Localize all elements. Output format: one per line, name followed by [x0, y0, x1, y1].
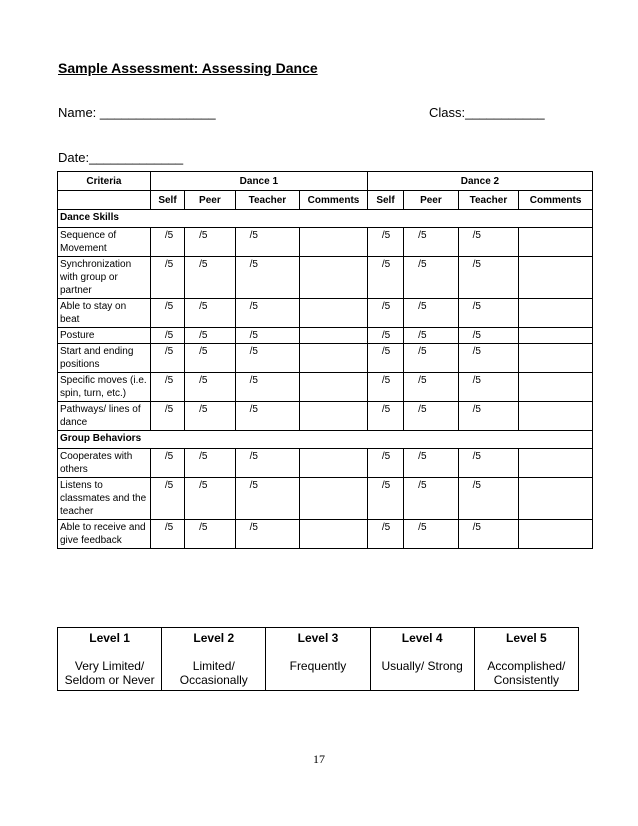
level-name: Level 5	[506, 631, 547, 645]
comments-cell[interactable]	[300, 328, 368, 344]
comments-cell[interactable]	[300, 373, 368, 402]
table-row	[58, 402, 593, 431]
level-cell	[266, 628, 370, 691]
score-cell[interactable]: /5	[235, 299, 300, 328]
table-subheader-row	[58, 191, 593, 210]
score-cell[interactable]: /5	[367, 257, 403, 299]
score-cell[interactable]: /5	[458, 402, 519, 431]
table-row	[58, 478, 593, 520]
dance2-header: Dance 2	[367, 172, 592, 191]
score-cell[interactable]: /5	[150, 257, 184, 299]
score-cell[interactable]: /5	[235, 257, 300, 299]
level-name: Level 3	[297, 631, 339, 645]
table-row	[58, 299, 593, 328]
level-cell	[474, 628, 578, 691]
table-row	[58, 228, 593, 257]
level-desc: Usually/ Strong	[381, 659, 463, 673]
level-desc: Frequently	[289, 659, 347, 673]
score-cell[interactable]: /5	[185, 257, 235, 299]
level-cell	[58, 628, 162, 691]
comments-cell[interactable]	[519, 478, 593, 520]
score-cell[interactable]: /5	[185, 449, 235, 478]
level-desc: Accomplished/ Consistently	[487, 659, 566, 687]
table-row	[58, 373, 593, 402]
comments-cell[interactable]	[519, 344, 593, 373]
section-row	[58, 431, 593, 449]
comments-cell[interactable]	[519, 373, 593, 402]
score-cell[interactable]: /5	[185, 228, 235, 257]
score-cell[interactable]: /5	[404, 328, 458, 344]
page-number: 17	[313, 752, 325, 766]
level-name: Level 1	[89, 631, 130, 645]
score-cell[interactable]: /5	[235, 449, 300, 478]
criterion-cell: Sequence of Movement	[58, 228, 151, 257]
score-cell[interactable]: /5	[458, 449, 519, 478]
score-cell[interactable]: /5	[150, 299, 184, 328]
level-cell	[370, 628, 474, 691]
score-cell[interactable]: /5	[404, 478, 458, 520]
class-field: Class:___________	[429, 105, 545, 120]
table-row	[58, 257, 593, 299]
subheader: Peer	[404, 191, 458, 210]
comments-cell[interactable]	[519, 257, 593, 299]
score-cell[interactable]: /5	[367, 344, 403, 373]
levels-table	[57, 627, 579, 691]
subheader: Teacher	[235, 191, 300, 210]
comments-cell[interactable]	[519, 520, 593, 549]
page-title: Sample Assessment: Assessing Dance	[58, 60, 318, 76]
comments-cell[interactable]	[300, 402, 368, 431]
score-cell[interactable]: /5	[150, 520, 184, 549]
score-cell[interactable]: /5	[404, 449, 458, 478]
level-name: Level 2	[193, 631, 235, 645]
score-cell[interactable]: /5	[367, 373, 403, 402]
section-row	[58, 210, 593, 228]
score-cell[interactable]: /5	[458, 257, 519, 299]
score-cell[interactable]: /5	[458, 228, 519, 257]
level-name: Level 4	[401, 631, 443, 645]
subheader: Comments	[300, 191, 368, 210]
comments-cell[interactable]	[519, 449, 593, 478]
score-cell[interactable]: /5	[150, 228, 184, 257]
score-cell[interactable]: /5	[458, 373, 519, 402]
criterion-cell: Pathways/ lines of dance	[58, 402, 151, 431]
score-cell[interactable]: /5	[404, 257, 458, 299]
table-row	[58, 520, 593, 549]
comments-cell[interactable]	[300, 299, 368, 328]
score-cell[interactable]: /5	[367, 449, 403, 478]
score-cell[interactable]: /5	[458, 328, 519, 344]
criterion-cell: Start and ending positions	[58, 344, 151, 373]
score-cell[interactable]: /5	[235, 344, 300, 373]
criterion-cell: Synchronization with group or partner	[58, 257, 151, 299]
criterion-cell: Posture	[58, 328, 151, 344]
level-cell	[162, 628, 266, 691]
score-cell[interactable]: /5	[235, 520, 300, 549]
criterion-cell: Specific moves (i.e. spin, turn, etc.)	[58, 373, 151, 402]
comments-cell[interactable]	[300, 478, 368, 520]
score-cell[interactable]: /5	[235, 373, 300, 402]
score-cell[interactable]: /5	[404, 299, 458, 328]
score-cell[interactable]: /5	[185, 402, 235, 431]
score-cell[interactable]: /5	[367, 520, 403, 549]
score-cell[interactable]: /5	[185, 299, 235, 328]
comments-cell[interactable]	[300, 344, 368, 373]
score-cell[interactable]: /5	[367, 402, 403, 431]
criterion-cell: Able to stay on beat	[58, 299, 151, 328]
score-cell[interactable]: /5	[150, 328, 184, 344]
score-cell[interactable]: /5	[235, 328, 300, 344]
table-row	[58, 344, 593, 373]
subheader: Self	[367, 191, 403, 210]
score-cell[interactable]: /5	[150, 344, 184, 373]
subheader: Teacher	[458, 191, 519, 210]
score-cell[interactable]: /5	[235, 478, 300, 520]
score-cell[interactable]: /5	[150, 449, 184, 478]
score-cell[interactable]: /5	[367, 328, 403, 344]
score-cell[interactable]: /5	[404, 228, 458, 257]
dance1-header: Dance 1	[150, 172, 367, 191]
comments-cell[interactable]	[300, 449, 368, 478]
criterion-cell: Listens to classmates and the teacher	[58, 478, 151, 520]
comments-cell[interactable]	[519, 328, 593, 344]
score-cell[interactable]: /5	[458, 520, 519, 549]
score-cell[interactable]: /5	[185, 520, 235, 549]
score-cell[interactable]: /5	[367, 478, 403, 520]
score-cell[interactable]: /5	[367, 299, 403, 328]
blank-header	[58, 191, 151, 210]
criterion-cell: Cooperates with others	[58, 449, 151, 478]
comments-cell[interactable]	[300, 520, 368, 549]
score-cell[interactable]: /5	[458, 344, 519, 373]
subheader: Comments	[519, 191, 593, 210]
score-cell[interactable]: /5	[404, 344, 458, 373]
criteria-header: Criteria	[58, 172, 151, 191]
comments-cell[interactable]	[519, 402, 593, 431]
comments-cell[interactable]	[519, 299, 593, 328]
score-cell[interactable]: /5	[185, 344, 235, 373]
subheader: Self	[150, 191, 184, 210]
score-cell[interactable]: /5	[458, 299, 519, 328]
score-cell[interactable]: /5	[404, 373, 458, 402]
subheader: Peer	[185, 191, 235, 210]
criterion-cell: Able to receive and give feedback	[58, 520, 151, 549]
score-cell[interactable]: /5	[150, 402, 184, 431]
score-cell[interactable]: /5	[235, 228, 300, 257]
assessment-table	[57, 171, 593, 549]
score-cell[interactable]: /5	[150, 478, 184, 520]
score-cell[interactable]: /5	[185, 373, 235, 402]
date-field: Date:_____________	[58, 150, 184, 165]
score-cell[interactable]: /5	[458, 478, 519, 520]
score-cell[interactable]: /5	[404, 402, 458, 431]
score-cell[interactable]: /5	[185, 478, 235, 520]
score-cell[interactable]: /5	[404, 520, 458, 549]
comments-cell[interactable]	[300, 257, 368, 299]
score-cell[interactable]: /5	[367, 228, 403, 257]
section-title: Group Behaviors	[58, 431, 593, 449]
table-header-row	[58, 172, 593, 191]
comments-cell[interactable]	[519, 228, 593, 257]
table-row	[58, 449, 593, 478]
section-title: Dance Skills	[58, 210, 593, 228]
name-field: Name: ________________	[58, 105, 216, 120]
score-cell[interactable]: /5	[235, 402, 300, 431]
level-desc: Very Limited/ Seldom or Never	[64, 659, 155, 687]
comments-cell[interactable]	[300, 228, 368, 257]
score-cell[interactable]: /5	[185, 328, 235, 344]
score-cell[interactable]: /5	[150, 373, 184, 402]
table-row	[58, 328, 593, 344]
level-desc: Limited/ Occasionally	[179, 659, 248, 687]
